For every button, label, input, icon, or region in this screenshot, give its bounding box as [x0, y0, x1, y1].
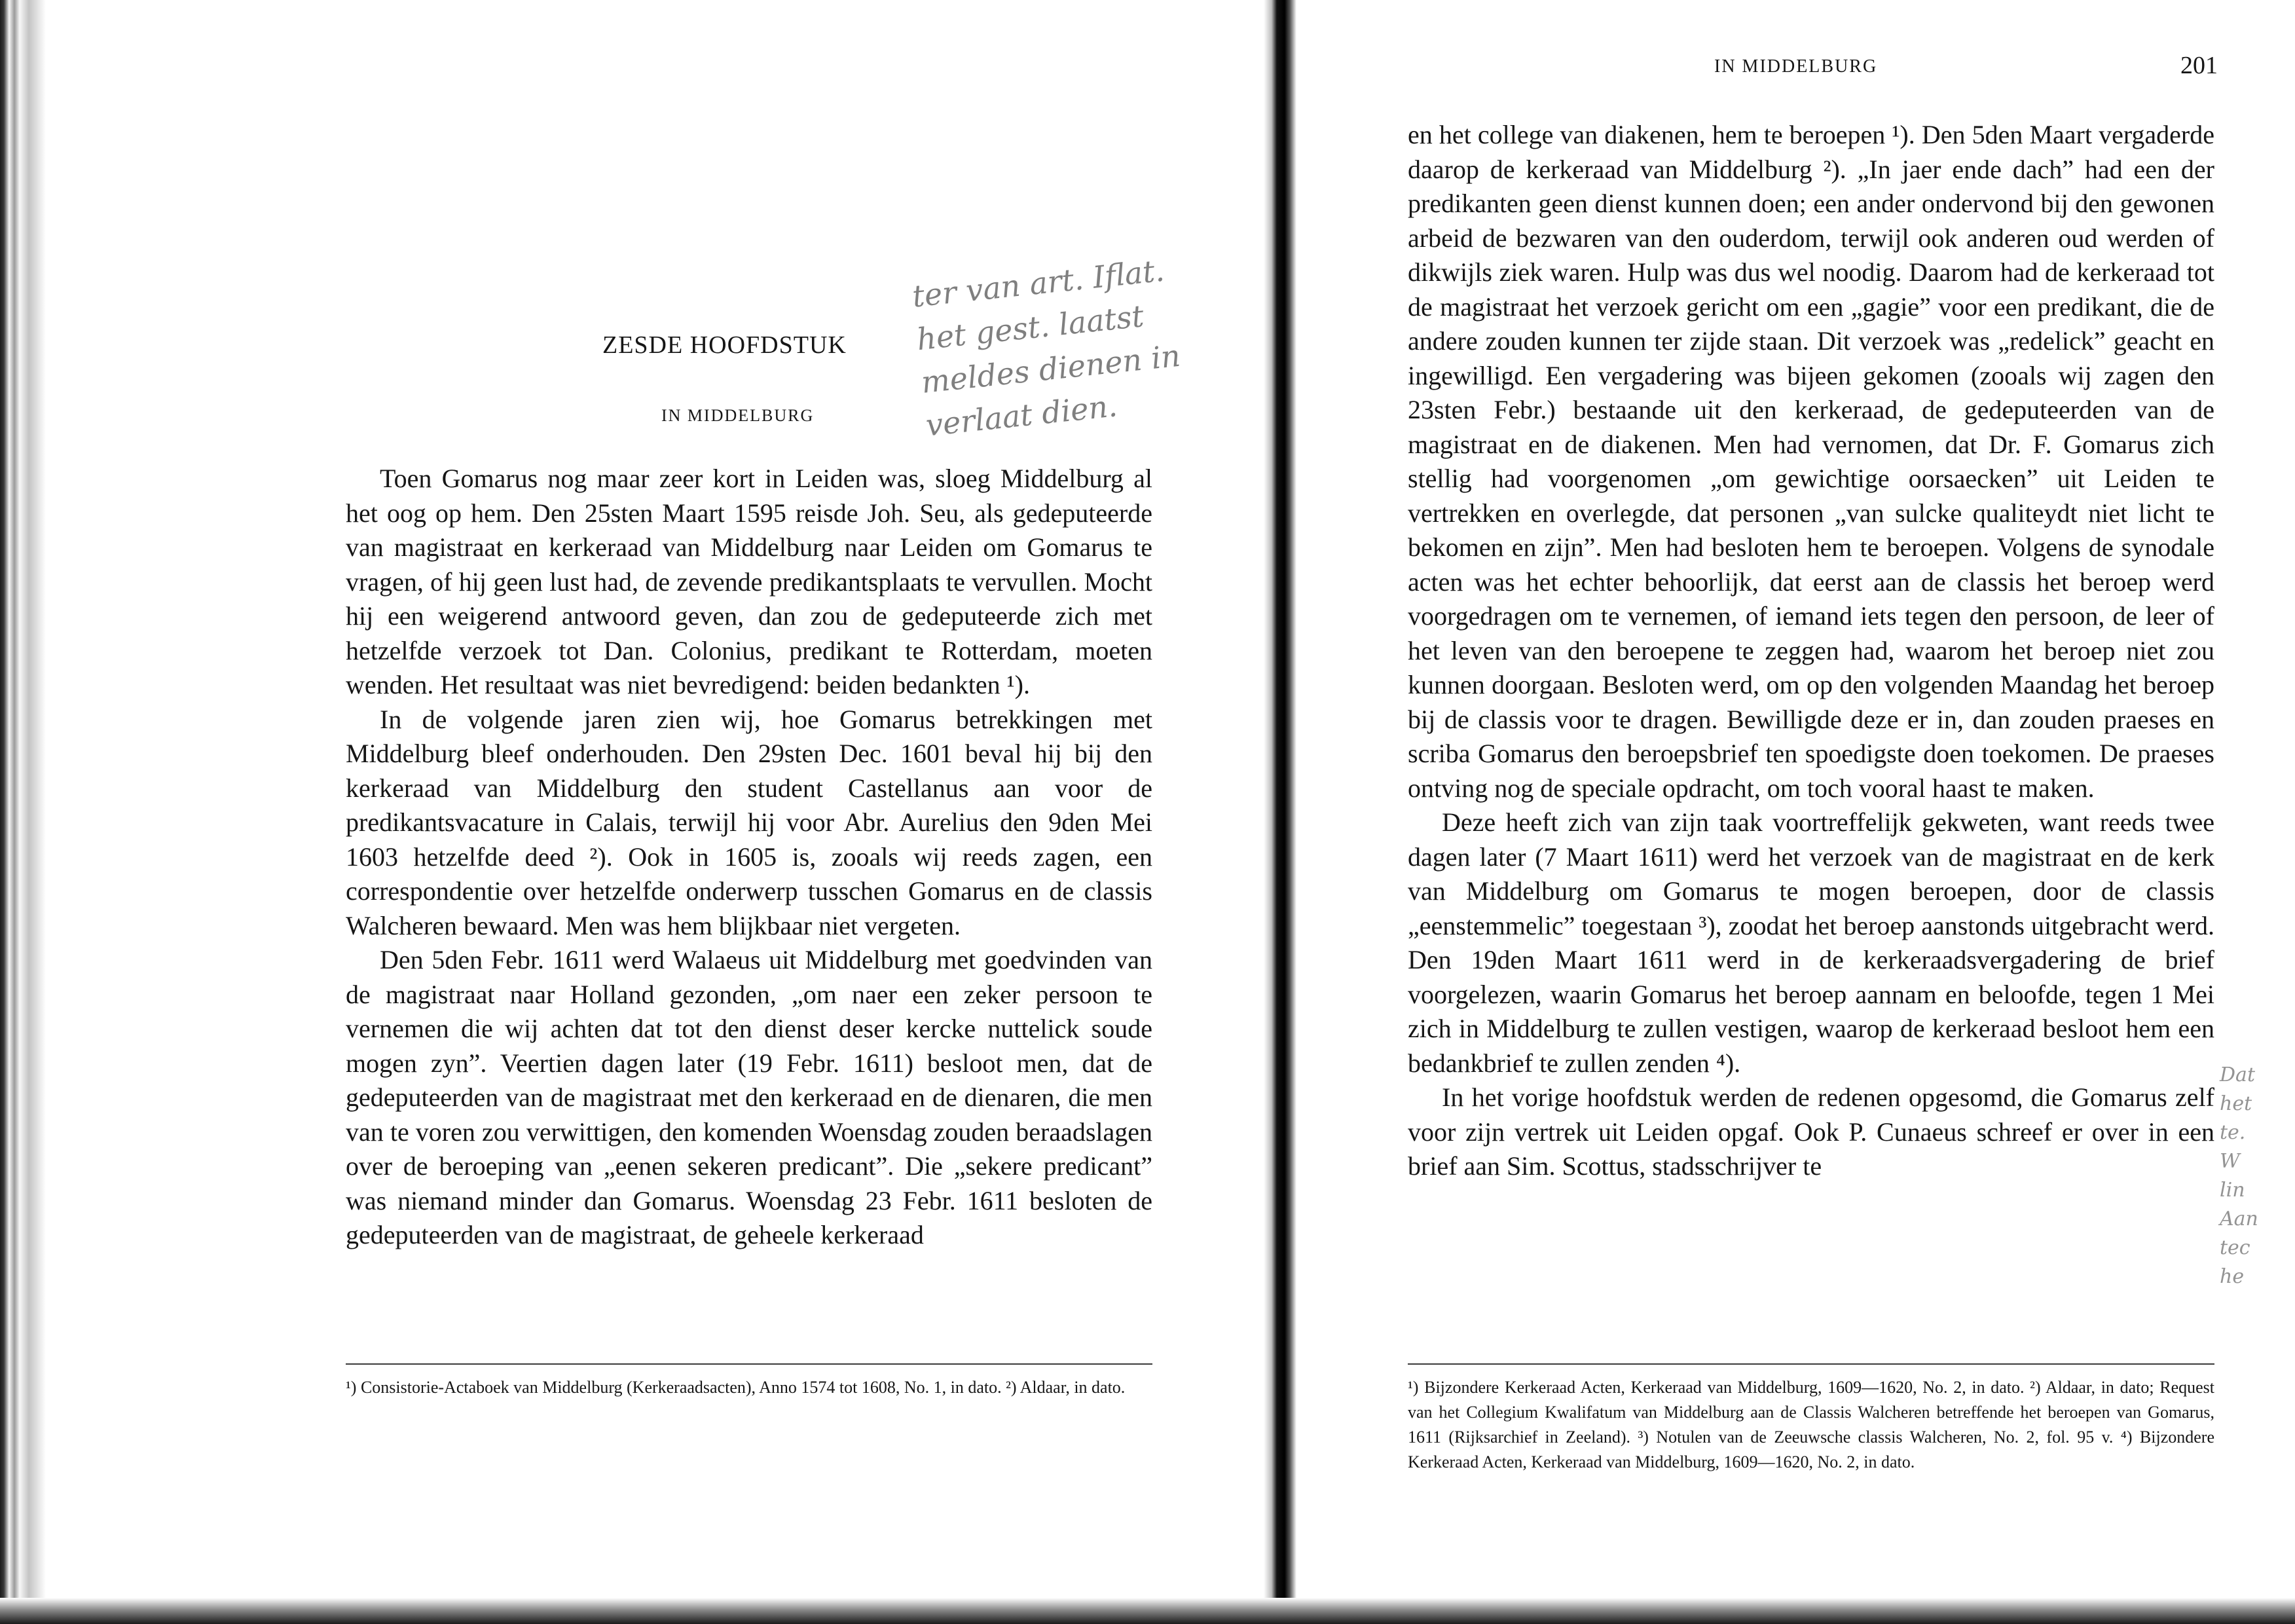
right-footnotes: [1408, 1375, 2214, 1475]
paragraph: In de volgende jaren zien wij, hoe Gomarus betrekkingen met Middelburg bleef onderhouden. Den 29sten Dec. 1601 beval hij bij den kerkeraad van Middelburg den student Castellanus aan voor de predikantsvacature in Calais, terwijl hij voor Abr. Aurelius den 9den Mei 1603 hetzelfde deed ²). Ook in 1605 is, zooals wij reeds zagen, een correspondentie over hetzelfde onderwerp tusschen Gomarus en de classis Walcheren bewaard. Men was hem blijkbaar niet vergeten.: [346, 704, 1152, 940]
page-number: 201: [2180, 52, 2218, 79]
footnote-text: ¹) Bijzondere Kerkeraad Acten, Kerkeraad van Middelburg, 1609—1620, No. 2, in dato. ²) Aldaar, in dato; Request van het Collegium Kwalifatum van Middelburg aan de Classis Walcheren betreffende het beroepen van Gomarus, 1611 (Rijksarchief in Zeeland). ³) Notulen van de Zeeuwsche classis Walcheren, No. 2, fol. 95 v. ⁴) Bijzondere Kerkeraad Acten, Kerkeraad van Middelburg, 1609—1620, No. 2, in dato.: [1408, 1378, 2214, 1471]
running-head: IN MIDDELBURG: [1714, 56, 1878, 77]
paragraph: In het vorige hoofdstuk werden de redenen opgesomd, die Gomarus zelf voor zijn vertrek uit Leiden opgaf. Ook P. Cunaeus schreef er over in een brief aan Sim. Scottus, stadsschrijver te: [1408, 1082, 2214, 1181]
chapter-subtitle: IN MIDDELBURG: [661, 406, 815, 425]
handwritten-margin-note: Dat het te. W lin Aan tec he: [2220, 1063, 2258, 1288]
handwritten-annotation: ter van art. Iflat. het gest. laatst meldes dienen in verlaat dien.: [910, 252, 1183, 443]
left-footnotes: [346, 1375, 1152, 1400]
paragraph: en het college van diakenen, hem te beroepen ¹). Den 5den Maart vergaderde daarop de kerkeraad van Middelburg ²). „In jaer ende dach” had een der predikanten geen dienst kunnen doen; een ander ondervond bij den gewonen arbeid de bezwaren van den ouderdom, terwijl ook anderen oud werden of dikwijls ziek waren. Hulp was dus wel noodig. Daarom had de kerkeraad tot de magistraat het verzoek gericht om een „gagie” voor een predikant, die de andere zouden kunnen ter zijde staan. Dit verzoek was „redelick” geacht en ingewilligd. Een vergadering was bijeen gekomen (zooals wij zagen den 23sten Febr.) bestaande uit den kerkeraad, de gedeputeerden van de magistraat en de diakenen. Men had vernomen, dat Dr. F. Gomarus zich stellig had voorgenomen „om gewichtige oorsaecken” uit Leiden te vertrekken en overlegde, dat personen „van sulcke qualiteydt niet licht te bekomen en zijn”. Men had besloten hem te beroepen. Volgens de synodale acten was het echter behoorlijk, dat eerst aan de classis het beroep werd voorgedragen om te vernemen, of iemand iets tegen den persoon, de leer of het leven van den beroepene te zeggen had, waarom het beroep niet zou kunnen doorgaan. Besloten werd, om op den volgenden Maandag het beroep bij de classis voor te dragen. Bewilligde deze er in, dan zouden praeses en scriba Gomarus den beroepsbrief ten spoedigste doen toekomen. De praeses ontving nog de speciale opdracht, om toch vooral haast te maken.: [1408, 120, 2214, 803]
footnote-rule: [1408, 1363, 2214, 1365]
right-body-text: [1408, 118, 2214, 1184]
page-bottom-shadow: [0, 1598, 2295, 1624]
chapter-title: ZESDE HOOFDSTUK: [602, 331, 847, 359]
footnote-text: ¹) Consistorie-Actaboek van Middelburg (Kerkeraadsacten), Anno 1574 tot 1608, No. 1, in dato. ²) Aldaar, in dato.: [346, 1378, 1126, 1397]
paragraph: Den 5den Febr. 1611 werd Walaeus uit Middelburg met goedvinden van de magistraat naar Holland gezonden, „om naer een zeker persoon te vernemen die wij achten dat tot den dienst deser kercke nuttelick soude mogen zyn”. Veertien dagen later (19 Febr. 1611) besloot men, dat de gedeputeerden van de magistraat met den kerkeraad en de dienaren, die men van te voren zou verwittigen, den komenden Woensdag zouden beraadslagen over de beroeping van „eenen sekeren predicant”. Die „sekere predicant” was niemand minder dan Gomarus. Woensdag 23 Febr. 1611 besloten de gedeputeerden van de magistraat, de geheele kerkeraad: [346, 945, 1152, 1249]
left-body-text: [346, 462, 1152, 1253]
paragraph: Deze heeft zich van zijn taak voortreffelijk gekweten, want reeds twee dagen later (7 Maart 1611) werd het verzoek van de magistraat en de kerk van Middelburg om Gomarus te mogen beroepen, door de classis „eenstemmelic” toegestaan ³), zoodat het beroep aanstonds uitgebracht werd. Den 19den Maart 1611 werd in de kerkeraadsvergadering de brief voorgelezen, waarin Gomarus het beroep aannam en beloofde, tegen 1 Mei zich in Middelburg te zullen vestigen, waarop de kerkeraad besloot hem een bedankbrief te zullen zenden ⁴).: [1408, 807, 2214, 1078]
footnote-rule: [346, 1363, 1152, 1365]
paragraph: Toen Gomarus nog maar zeer kort in Leiden was, sloeg Middelburg al het oog op hem. Den 25sten Maart 1595 reisde Joh. Seu, als gedeputeerde van magistraat en kerkeraad van Middelburg naar Leiden om Gomarus te vragen, of hij geen lust had, de zevende predikantsplaats te vervullen. Mocht hij een weigerend antwoord geven, dan zou de gedeputeerde zich met hetzelfde verzoek tot Dan. Colonius, predikant te Rotterdam, moeten wenden. Het resultaat was niet bevredigend: beiden bedankten ¹).: [346, 464, 1152, 699]
